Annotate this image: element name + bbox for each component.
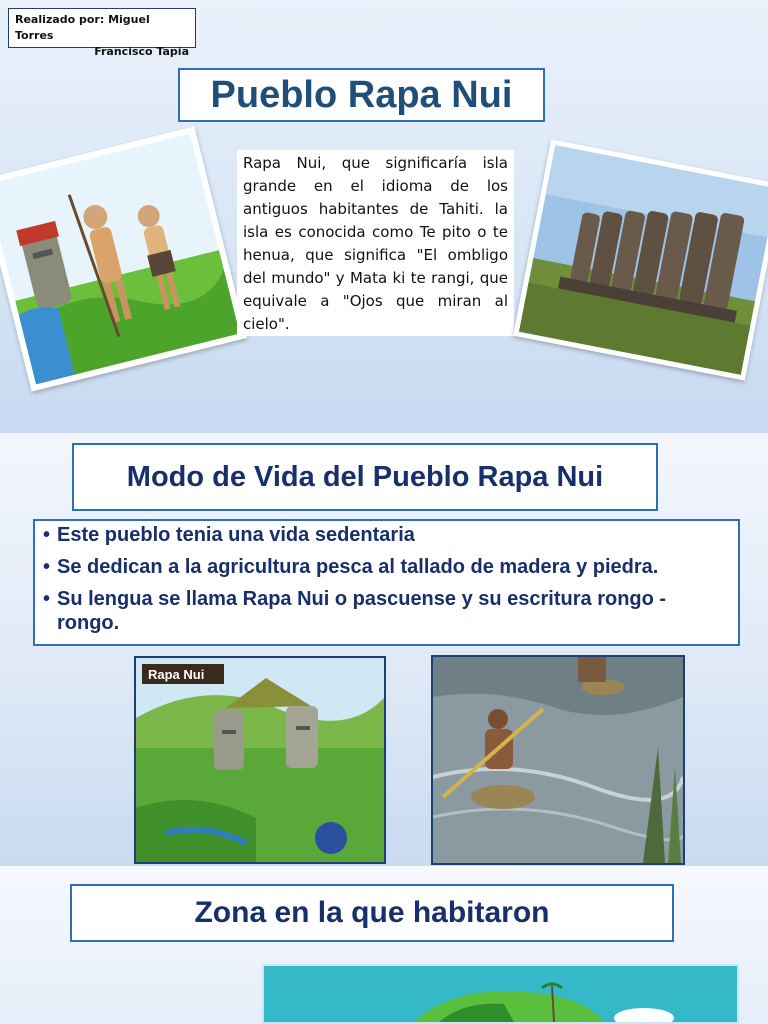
credits-author-1: Miguel Torres [15,13,150,42]
section-title-modo-de-vida: Modo de Vida del Pueblo Rapa Nui [72,443,658,511]
cartoon-label: Rapa Nui [148,667,205,682]
list-item: • Se dedican a la agricultura pesca al tallado de madera y piedra. [43,555,730,579]
illustration-island-map [262,964,739,1024]
illustration-people-graphic [0,134,240,385]
credits-author-2: Francisco Tapia [94,45,189,58]
list-item: • Este pueblo tenia una vida sedentaria [43,523,730,547]
village-illustration-graphic [136,658,384,862]
illustration-rapa-nui-village [134,656,386,864]
list-item: • Su lengua se llama Rapa Nui o pascuense y su escritura rongo - rongo. [43,587,730,635]
credits-label: Realizado por: [15,13,105,26]
river-photo-graphic [433,657,683,863]
island-map-graphic [264,966,737,1022]
credits-box [8,8,196,58]
lifestyle-bullet-list [33,519,740,646]
page-title: Pueblo Rapa Nui [178,68,545,122]
moai-photo-graphic [519,145,768,375]
intro-paragraph: Rapa Nui, que significaría isla grande en el idioma de los antiguos habitantes de Tahiti. la isla es conocida como Te pito o te henua, que significa "El ombligo del mundo" y Mata ki te rangi, que equivale a "Ojos que miran al cielo". [237,150,514,336]
photo-canoe-river [431,655,685,865]
section-title-zona: Zona en la que habitaron [70,884,674,942]
